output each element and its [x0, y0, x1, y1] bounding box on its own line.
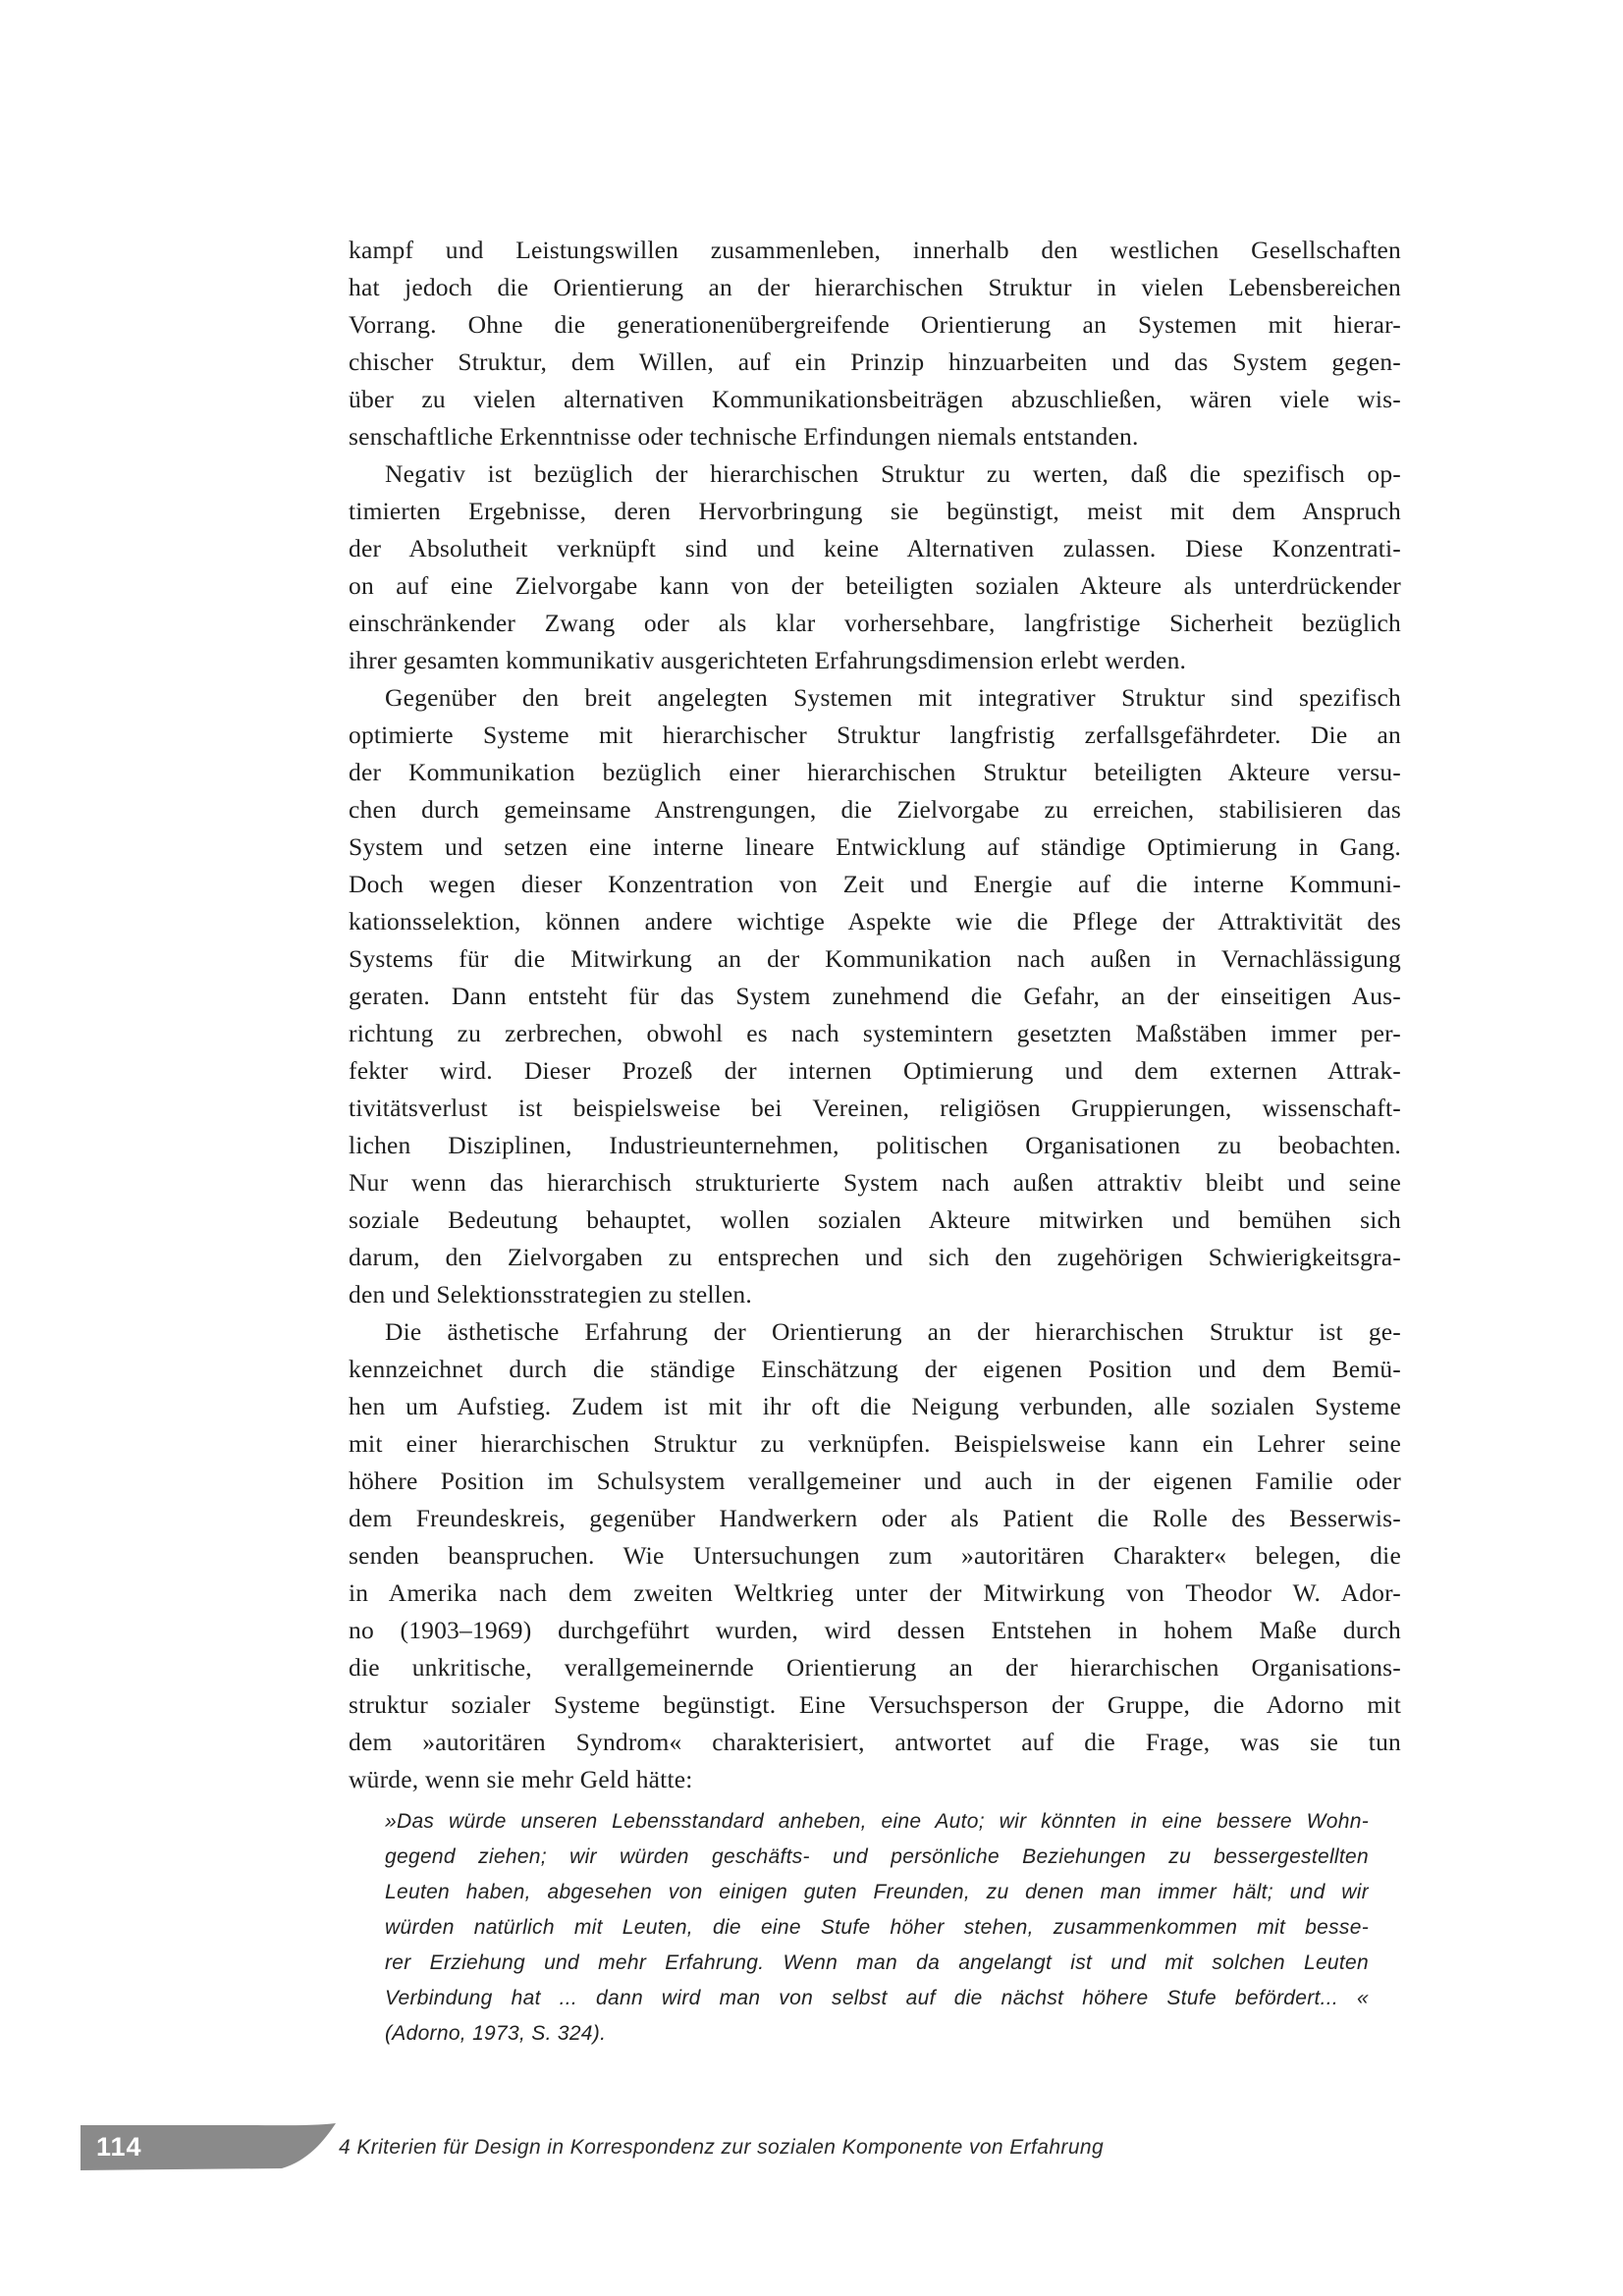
text-line: darum, den Zielvorgaben zu entsprechen und sich den zugehörigen Schwierigkeitsgra-: [349, 1243, 1401, 1271]
quote-line: (Adorno, 1973, S. 324).: [385, 2022, 607, 2045]
body-text: [349, 232, 1401, 1798]
text-line: chen durch gemeinsame Anstrengungen, die Zielvorgabe zu erreichen, stabilisieren das: [349, 795, 1401, 824]
text-line: höhere Position im Schulsystem verallgemeiner und auch in der eigenen Familie oder: [349, 1467, 1401, 1495]
paragraph: [349, 232, 1401, 455]
paragraph: [349, 455, 1401, 679]
quote-line: würden natürlich mit Leuten, die eine Stufe höher stehen, zusammenkommen mit besse-: [385, 1916, 1369, 1939]
block-quote: [385, 1804, 1369, 2052]
text-line: chischer Struktur, dem Willen, auf ein Prinzip hinzuarbeiten und das System gegen-: [349, 347, 1401, 376]
quote-line: Leuten haben, abgesehen von einigen guten Freunden, zu denen man immer hält; und wir: [385, 1881, 1369, 1903]
text-line: optimierte Systeme mit hierarchischer Struktur langfristig zerfallsgefährdeter. Die an: [349, 721, 1401, 749]
text-line: Doch wegen dieser Konzentration von Zeit und Energie auf die interne Kommuni-: [349, 870, 1401, 898]
text-line: würde, wenn sie mehr Geld hätte:: [349, 1765, 693, 1793]
paragraph: [349, 1313, 1401, 1798]
text-line: System und setzen eine interne lineare Entwicklung auf ständige Optimierung in Gang.: [349, 832, 1401, 861]
text-line: soziale Bedeutung behauptet, wollen sozialen Akteure mitwirken und bemühen sich: [349, 1205, 1401, 1234]
text-line: über zu vielen alternativen Kommunikationsbeiträgen abzuschließen, wären viele wis-: [349, 385, 1401, 413]
text-line: den und Selektionsstrategien zu stellen.: [349, 1280, 752, 1308]
text-line: Gegenüber den breit angelegten Systemen mit integrativer Struktur sind spezifisch: [385, 683, 1401, 712]
text-line: on auf eine Zielvorgabe kann von der beteiligten sozialen Akteure als unterdrückender: [349, 571, 1401, 600]
quote-line: gegend ziehen; wir würden geschäfts- und persönliche Beziehungen zu bessergestellten: [385, 1845, 1369, 1868]
text-line: geraten. Dann entsteht für das System zunehmend die Gefahr, an der einseitigen Aus-: [349, 982, 1401, 1010]
text-line: der Absolutheit verknüpft sind und keine Alternativen zulassen. Diese Konzentrati-: [349, 534, 1401, 562]
text-line: dem Freundeskreis, gegenüber Handwerkern oder als Patient die Rolle des Besserwis-: [349, 1504, 1401, 1532]
text-line: Die ästhetische Erfahrung der Orientierung an der hierarchischen Struktur ist ge-: [385, 1317, 1401, 1346]
text-line: dem »autoritären Syndrom« charakterisiert, antwortet auf die Frage, was sie tun: [349, 1728, 1401, 1756]
text-line: richtung zu zerbrechen, obwohl es nach systemintern gesetzten Maßstäben immer per-: [349, 1019, 1401, 1047]
paragraph: [349, 679, 1401, 1313]
quote-line: rer Erziehung und mehr Erfahrung. Wenn man da angelangt ist und mit solchen Leuten: [385, 1951, 1369, 1974]
text-line: Negativ ist bezüglich der hierarchischen Struktur zu werten, daß die spezifisch op-: [385, 459, 1401, 488]
text-line: timierten Ergebnisse, deren Hervorbringung sie begünstigt, meist mit dem Anspruch: [349, 497, 1401, 525]
text-line: Nur wenn das hierarchisch strukturierte System nach außen attraktiv bleibt und seine: [349, 1168, 1401, 1197]
text-line: Vorrang. Ohne die generationenübergreifende Orientierung an Systemen mit hierar-: [349, 310, 1401, 339]
text-line: tivitätsverlust ist beispielsweise bei Vereinen, religiösen Gruppierungen, wissenschaft-: [349, 1094, 1401, 1122]
text-line: der Kommunikation bezüglich einer hierarchischen Struktur beteiligten Akteure versu-: [349, 758, 1401, 786]
text-line: kampf und Leistungswillen zusammenleben, innerhalb den westlichen Gesellschaften: [349, 236, 1401, 264]
text-line: die unkritische, verallgemeinernde Orientierung an der hierarchischen Organisations-: [349, 1653, 1401, 1682]
text-line: ihrer gesamten kommunikativ ausgerichteten Erfahrungsdimension erlebt werden.: [349, 646, 1187, 674]
text-line: struktur sozialer Systeme begünstigt. Eine Versuchsperson der Gruppe, die Adorno mit: [349, 1690, 1401, 1719]
page-number: 114: [96, 2132, 142, 2162]
text-line: lichen Disziplinen, Industrieunternehmen, politischen Organisationen zu beobachten.: [349, 1131, 1401, 1159]
text-line: in Amerika nach dem zweiten Weltkrieg unter der Mitwirkung von Theodor W. Ador-: [349, 1578, 1401, 1607]
text-line: hen um Aufstieg. Zudem ist mit ihr oft die Neigung verbunden, alle sozialen Systeme: [349, 1392, 1401, 1420]
quote-line: Verbindung hat ... dann wird man von selbst auf die nächst höhere Stufe befördert... «: [385, 1987, 1369, 2009]
text-line: hat jedoch die Orientierung an der hierarchischen Struktur in vielen Lebensbereichen: [349, 273, 1401, 301]
text-line: no (1903–1969) durchgeführt wurden, wird dessen Entstehen in hohem Maße durch: [349, 1616, 1401, 1644]
text-line: kationsselektion, können andere wichtige Aspekte wie die Pflege der Attraktivität des: [349, 907, 1401, 935]
text-line: senden beanspruchen. Wie Untersuchungen zum »autoritären Charakter« belegen, die: [349, 1541, 1401, 1570]
running-footer: 4 Kriterien für Design in Korrespondenz zur sozialen Komponente von Erfahrung: [339, 2136, 1105, 2159]
text-line: kennzeichnet durch die ständige Einschätzung der eigenen Position und dem Bemü-: [349, 1355, 1401, 1383]
text-line: senschaftliche Erkenntnisse oder technische Erfindungen niemals entstanden.: [349, 422, 1139, 451]
text-line: fekter wird. Dieser Prozeß der internen Optimierung und dem externen Attrak-: [349, 1056, 1401, 1085]
text-line: Systems für die Mitwirkung an der Kommunikation nach außen in Vernachlässigung: [349, 944, 1401, 973]
quote-line: »Das würde unseren Lebensstandard anheben, eine Auto; wir könnten in eine bessere Wohn-: [385, 1810, 1369, 1833]
text-line: mit einer hierarchischen Struktur zu verknüpfen. Beispielsweise kann ein Lehrer seine: [349, 1429, 1401, 1458]
text-line: einschränkender Zwang oder als klar vorhersehbare, langfristige Sicherheit bezüglich: [349, 609, 1401, 637]
